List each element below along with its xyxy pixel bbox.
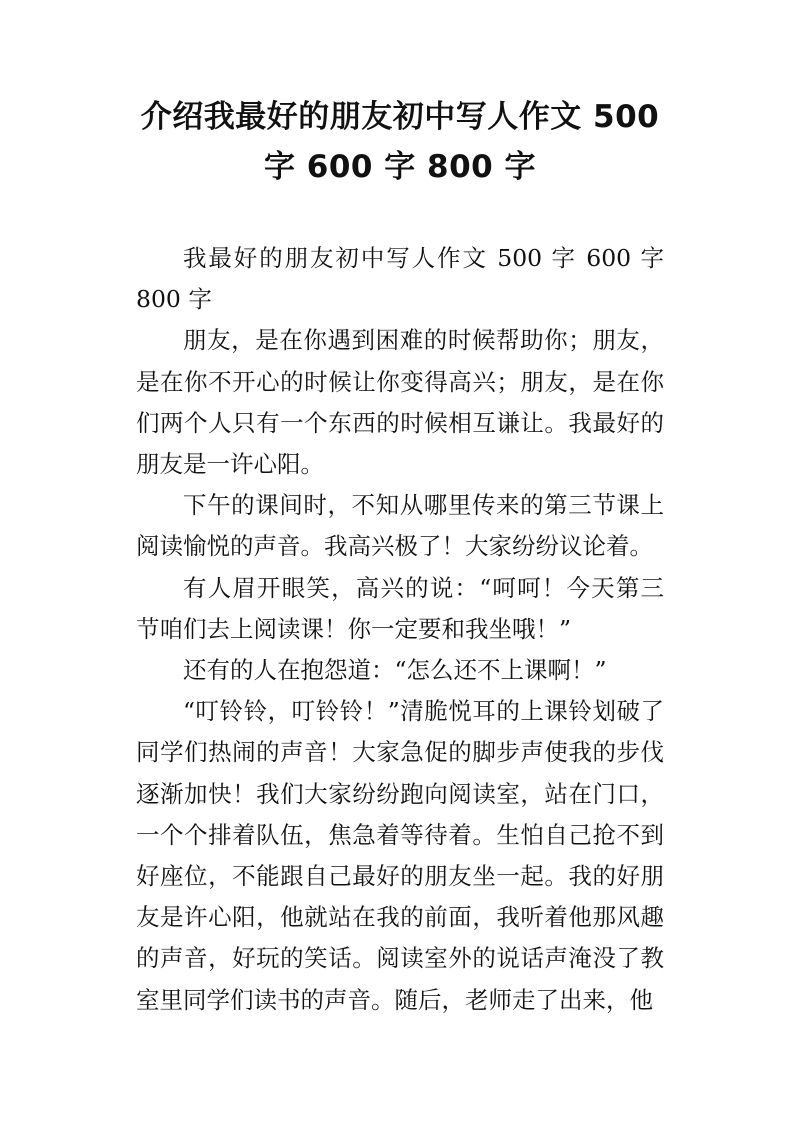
paragraph: 下午的课间时，不知从哪里传来的第三节课上阅读愉悦的声音。我高兴极了！大家纷纷议论着。: [136, 491, 664, 561]
paragraph: 还有的人在抱怨道：“怎么还不上课啊！”: [183, 656, 607, 685]
paragraph-subtitle: 我最好的朋友初中写人作文 500 字 600 字 800 字: [136, 244, 664, 314]
paragraph: 有人眉开眼笑，高兴的说：“呵呵！今天第三节咱们去上阅读课！你一定要和我坐哦！”: [136, 573, 664, 643]
paragraph: “叮铃铃，叮铃铃！”清脆悦耳的上课铃划破了同学们热闹的声音！大家急促的脚步声使我的步伐逐渐加快！我们大家纷纷跑向阅读室，站在门口，一个个排着队伍，焦急着等待着。生怕自己抢不到好座位，不能跟自己最好的朋友坐一起。我的好朋友是许心阳，他就站在我的前面，我听着他那风趣的声音，好玩的笑话。阅读室外的说话声淹没了教室里同学们读书的声音。随后，老师走了出来，他: [136, 697, 664, 1014]
document-title: [100, 92, 700, 192]
paragraph: 朋友，是在你遇到困难的时候帮助你；朋友，是在你不开心的时候让你变得高兴；朋友，是在你们两个人只有一个东西的时候相互谦让。我最好的朋友是一许心阳。: [136, 326, 664, 479]
document-body: [136, 238, 664, 1021]
title-line-1: 介绍我最好的朋友初中写人作文 500: [140, 99, 660, 135]
title-line-2: 字 600 字 800 字: [263, 149, 537, 185]
